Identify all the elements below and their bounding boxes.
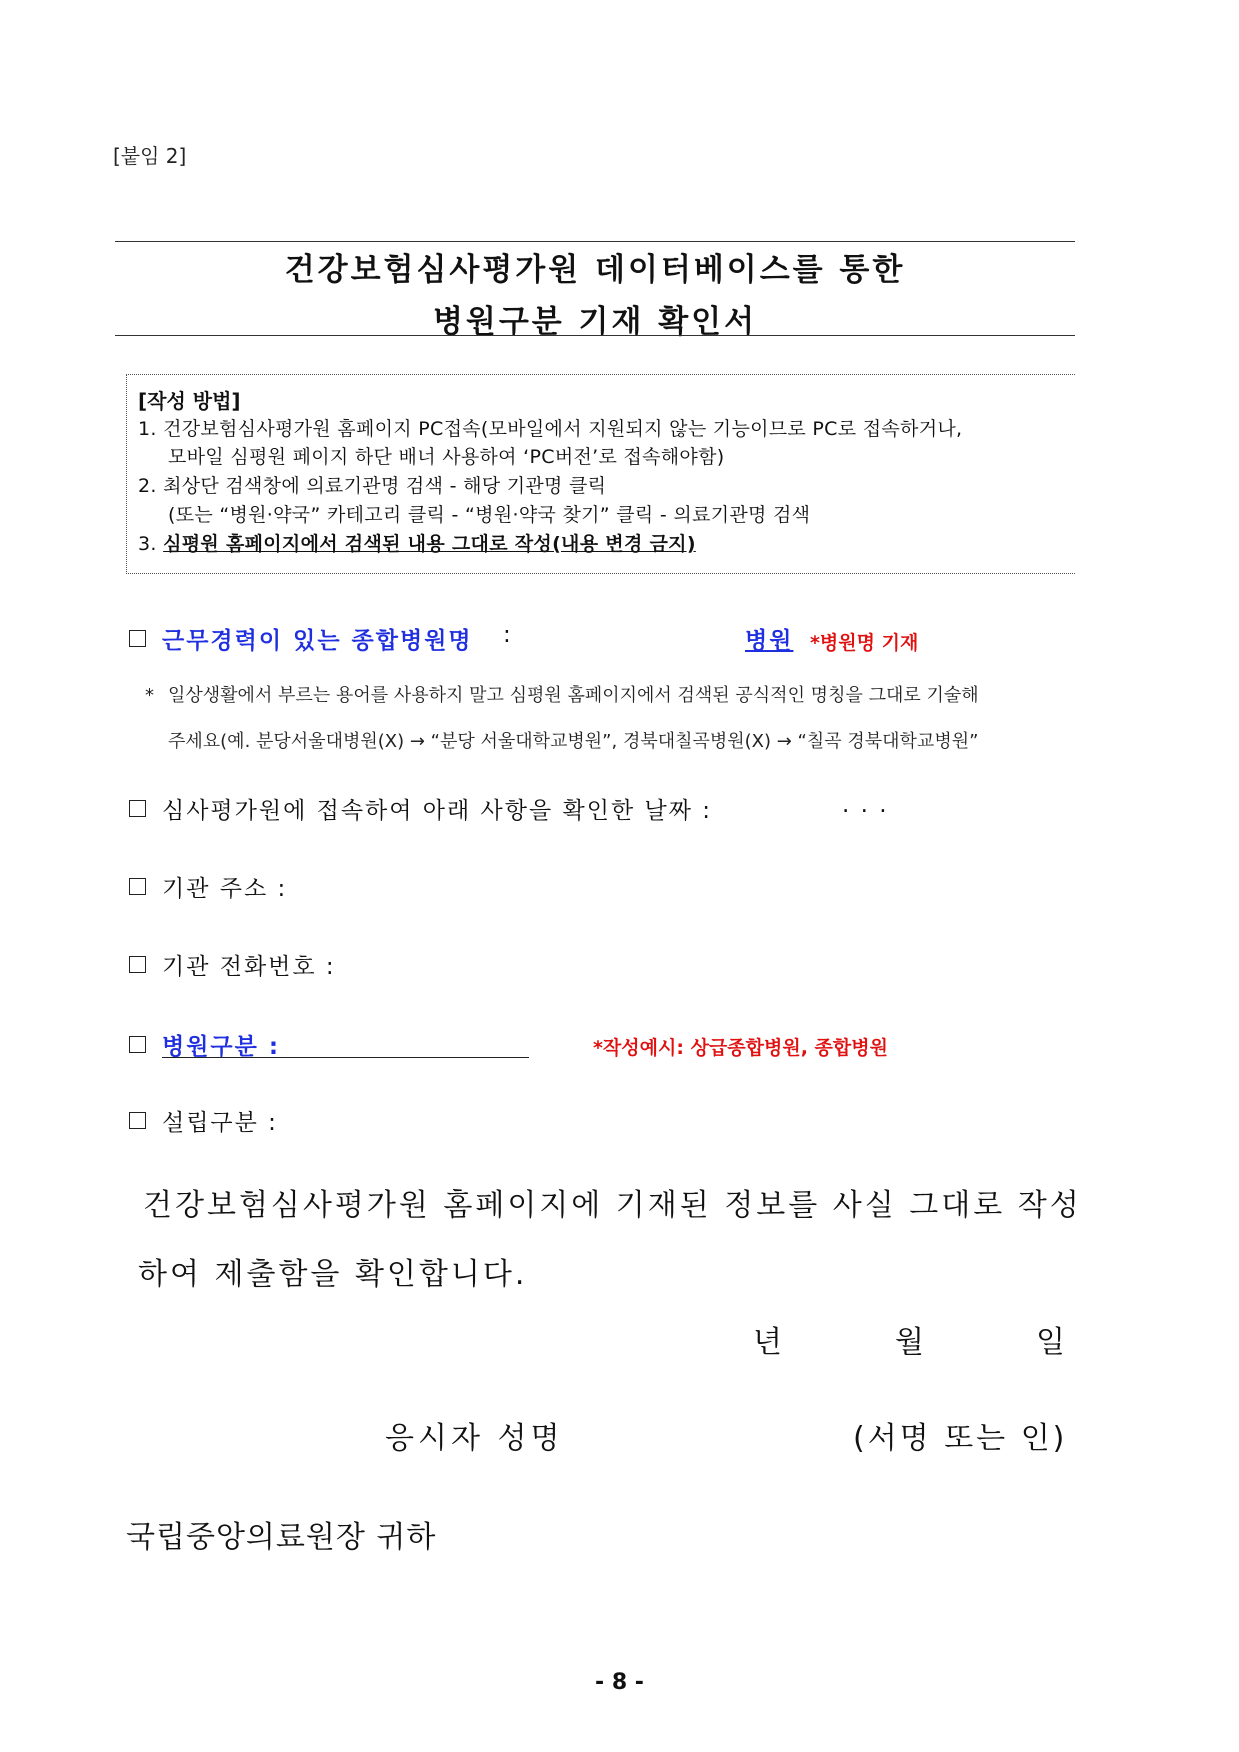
- phone-label: 기관 전화번호 :: [162, 954, 336, 980]
- hospital-suffix[interactable]: 병원: [745, 628, 794, 654]
- document-title-line2: 병원구분 기재 확인서: [432, 304, 758, 340]
- applicant-name-label: 응시자 성명: [385, 1421, 564, 1456]
- hospital-checkbox[interactable]: [129, 630, 146, 647]
- month-label: 월: [895, 1325, 927, 1360]
- recipient: 국립중앙의료원장 귀하: [126, 1520, 437, 1555]
- method-item-1a: 1. 건강보험심사평가원 홈페이지 PC접속(모바일에서 지원되지 않는 기능이므로 PC로 접속하거나,: [138, 418, 963, 440]
- declaration-line-2: 하여 제출함을 확인합니다.: [138, 1257, 528, 1292]
- address-label: 기관 주소 :: [162, 876, 288, 902]
- signature-hint: (서명 또는 인): [853, 1421, 1068, 1456]
- date-checkbox[interactable]: [129, 800, 146, 817]
- method-item-3-text: 심평원 홈페이지에서 검색된 내용 그대로 작성(내용 변경 금지): [163, 533, 696, 555]
- attachment-label: [붙임 2]: [113, 144, 187, 168]
- title-bottom-rule: [115, 335, 1075, 336]
- document-title-line1: 건강보험심사평가원 데이터베이스를 통한: [284, 252, 906, 288]
- category-hint: *작성예시: 상급종합병원, 종합병원: [593, 1037, 888, 1059]
- established-label: 설립구분 :: [162, 1110, 278, 1136]
- established-checkbox[interactable]: [129, 1112, 146, 1129]
- hospital-colon: :: [503, 622, 513, 648]
- method-heading: [작성 방법]: [138, 389, 241, 413]
- date-dots[interactable]: . . .: [842, 792, 889, 818]
- note-star: *: [145, 685, 154, 706]
- title-top-rule: [115, 241, 1075, 242]
- category-blank-line[interactable]: [162, 1057, 529, 1058]
- date-label: 심사평가원에 접속하여 아래 사항을 확인한 날짜 :: [162, 798, 712, 824]
- declaration-line-1: 건강보험심사평가원 홈페이지에 기재된 정보를 사실 그대로 작성: [143, 1188, 1082, 1223]
- note-line-1: 일상생활에서 부르는 용어를 사용하지 말고 심평원 홈페이지에서 검색된 공식적인 명칭을 그대로 기술해: [168, 685, 979, 706]
- hospital-hint: *병원명 기재: [810, 632, 919, 654]
- page-number: - 8 -: [595, 1670, 644, 1695]
- address-checkbox[interactable]: [129, 878, 146, 895]
- phone-checkbox[interactable]: [129, 956, 146, 973]
- category-label: 병원구분 :: [162, 1034, 281, 1060]
- method-item-1b: 모바일 심평원 페이지 하단 배너 사용하여 ‘PC버전’로 접속해야함): [168, 446, 725, 468]
- note-line-2: 주세요(예. 분당서울대병원(X) → “분당 서울대학교병원”, 경북대칠곡병원(X) → “칠곡 경북대학교병원”: [168, 731, 979, 752]
- category-checkbox[interactable]: [129, 1036, 146, 1053]
- method-item-2b: (또는 “병원·약국” 카테고리 클릭 - “병원·약국 찾기” 클릭 - 의료기관명 검색: [168, 504, 811, 526]
- year-label: 년: [753, 1325, 785, 1360]
- method-item-2a: 2. 최상단 검색창에 의료기관명 검색 - 해당 기관명 클릭: [138, 475, 607, 497]
- method-item-3-number: 3.: [138, 533, 164, 555]
- hospital-label: 근무경력이 있는 종합병원명: [162, 628, 473, 654]
- method-item-3: [138, 529, 696, 556]
- day-label: 일: [1036, 1325, 1068, 1360]
